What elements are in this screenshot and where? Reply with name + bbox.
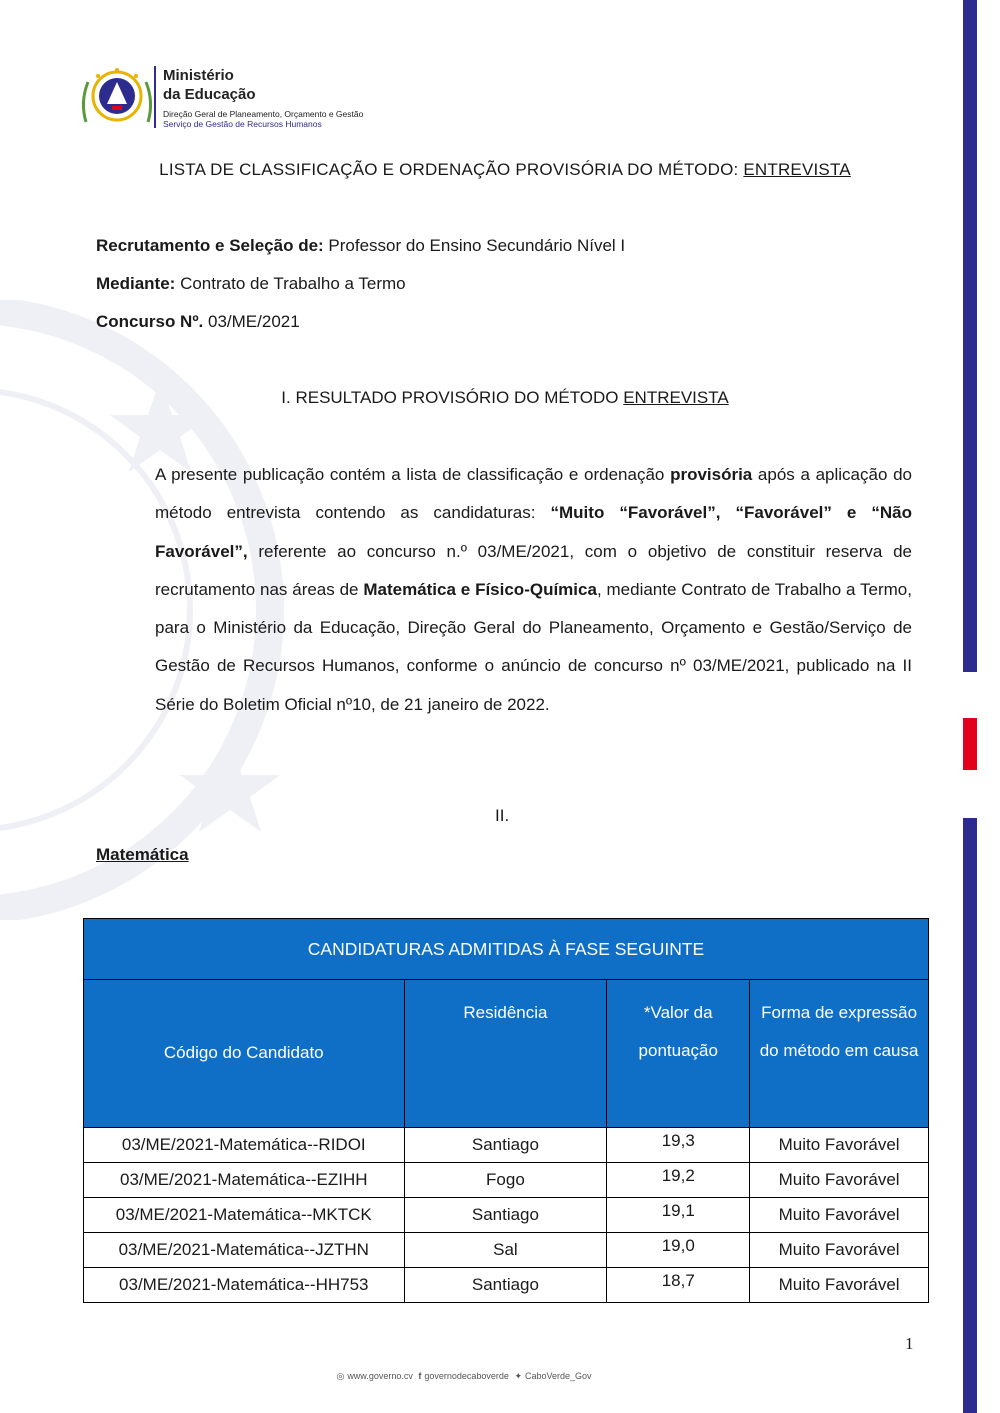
- contract-label: Mediante:: [96, 274, 176, 293]
- twitter-link[interactable]: CaboVerde_Gov: [525, 1371, 592, 1381]
- twitter-icon: ✦: [514, 1371, 522, 1381]
- facebook-link[interactable]: governodecaboverde: [424, 1371, 509, 1381]
- cell-code: 03/ME/2021-Matemática--HH753: [84, 1268, 405, 1303]
- document-title-method: ENTREVISTA: [743, 160, 851, 179]
- document-title: [0, 160, 1000, 180]
- cell-score: 19,3: [607, 1128, 750, 1163]
- cell-score: 18,7: [607, 1268, 750, 1303]
- paragraph-part-4: , mediante Contrato de Trabalho a Termo, para o Ministério da Educação, Direção Geral do Planeamento, Orçamento e Gestão/Serviço de Gestão de Recursos Humanos, conforme o anúncio de concurso nº 03/ME/2021, publicado na II Série do Boletim Oficial nº10, de 21 janeiro de 2022.: [155, 579, 912, 714]
- right-edge-blue-bar-bottom: [963, 818, 977, 1413]
- header-candidate-code: Código do Candidato: [84, 980, 405, 1128]
- section-two-label: II.: [495, 806, 510, 825]
- header-expression-form: Forma de expressão do método em causa: [750, 980, 929, 1128]
- right-edge-blue-bar-top: [963, 0, 977, 672]
- facebook-icon: f: [418, 1371, 422, 1381]
- right-edge-red-bar: [963, 718, 977, 770]
- paragraph-bold-provisional: provisória: [670, 465, 753, 484]
- header-score: *Valor da pontuação: [607, 980, 750, 1128]
- section-one-method: ENTREVISTA: [623, 388, 729, 407]
- cell-code: 03/ME/2021-Matemática--EZIHH: [84, 1163, 405, 1198]
- cell-score: 19,0: [607, 1233, 750, 1268]
- paragraph-part-1: A presente publicação contém a lista de classificação e ordenação: [155, 465, 671, 484]
- cell-result: Muito Favorável: [750, 1128, 929, 1163]
- ministry-name-line2: da Educação: [163, 86, 256, 103]
- section-one-title: [0, 388, 1000, 408]
- table-caption: CANDIDATURAS ADMITIDAS À FASE SEGUINTE: [84, 919, 929, 980]
- recruitment-line: [96, 236, 625, 256]
- cell-residence: Santiago: [404, 1198, 607, 1233]
- contract-value: Contrato de Trabalho a Termo: [175, 274, 406, 293]
- cell-residence: Santiago: [404, 1128, 607, 1163]
- website-link[interactable]: www.governo.cv: [347, 1371, 413, 1381]
- footer-links: [0, 1371, 925, 1382]
- paragraph-bold-candidacies: “Muito “Favorável”, “Favorável” e “Não Favorável”,: [155, 503, 912, 561]
- table-row: [84, 1198, 929, 1233]
- recruitment-value: Professor do Ensino Secundário Nível I: [323, 236, 626, 255]
- cell-result: Muito Favorável: [750, 1198, 929, 1233]
- contest-value: 03/ME/2021: [203, 312, 300, 331]
- ministry-name-line1: Ministério: [163, 67, 234, 84]
- cell-code: 03/ME/2021-Matemática--RIDOI: [84, 1128, 405, 1163]
- section-one-text: I. RESULTADO PROVISÓRIO DO MÉTODO: [281, 388, 624, 407]
- table-row: [84, 1268, 929, 1303]
- table-row: [84, 1163, 929, 1198]
- contract-line: [96, 274, 406, 294]
- subject-heading: Matemática: [96, 845, 189, 864]
- table-row: [84, 1128, 929, 1163]
- header-residence: Residência: [404, 980, 607, 1128]
- directorate-name: Direção Geral de Planeamento, Orçamento e Gestão: [163, 109, 364, 119]
- cell-result: Muito Favorável: [750, 1233, 929, 1268]
- cell-code: 03/ME/2021-Matemática--MKTCK: [84, 1198, 405, 1233]
- cell-score: 19,1: [607, 1198, 750, 1233]
- logo-separator: [154, 66, 156, 128]
- paragraph-bold-areas: Matemática e Físico-Química: [363, 579, 597, 599]
- ministry-name: [163, 66, 256, 104]
- cell-residence: Sal: [404, 1233, 607, 1268]
- cell-residence: Fogo: [404, 1163, 607, 1198]
- recruitment-label: Recrutamento e Seleção de:: [96, 236, 324, 255]
- coat-of-arms-icon: [76, 62, 158, 132]
- candidates-table: [83, 918, 929, 1303]
- document-title-text: LISTA DE CLASSIFICAÇÃO E ORDENAÇÃO PROVISÓRIA DO MÉTODO:: [159, 160, 744, 179]
- cell-score: 19,2: [607, 1163, 750, 1198]
- globe-icon: ◎: [336, 1371, 345, 1381]
- intro-paragraph: [155, 456, 912, 724]
- page-number: 1: [905, 1334, 914, 1353]
- cell-residence: Santiago: [404, 1268, 607, 1303]
- paragraph-part-2: após a aplicação do método entrevista contendo as candidaturas:: [155, 465, 912, 523]
- service-name: Serviço de Gestão de Recursos Humanos: [163, 119, 322, 129]
- contest-label: Concurso Nº.: [96, 312, 204, 331]
- cell-code: 03/ME/2021-Matemática--JZTHN: [84, 1233, 405, 1268]
- paragraph-part-3: referente ao concurso n.º 03/ME/2021, com o objetivo de constituir reserva de recrutamento nas áreas de: [155, 541, 912, 599]
- cell-result: Muito Favorável: [750, 1163, 929, 1198]
- contest-line: [96, 312, 300, 332]
- cell-result: Muito Favorável: [750, 1268, 929, 1303]
- table-row: [84, 1233, 929, 1268]
